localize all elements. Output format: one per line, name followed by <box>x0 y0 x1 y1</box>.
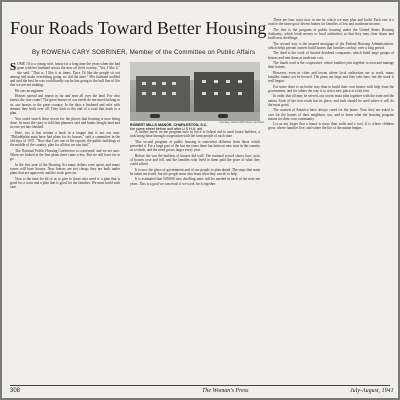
article-column-3 <box>268 18 394 380</box>
column-paragraph: Now is the time for all of us to give to those who need it: a plan that is good for a town and a plan that is good for the families. We must build with care. <box>10 176 120 190</box>
photo-window <box>226 80 230 83</box>
photo-window <box>162 82 166 85</box>
photo-window <box>238 80 242 83</box>
photo-window <box>202 92 206 95</box>
column-paragraph: It is now the place of government and of our people to plan ahead. The steps that must be taken are listed, but the people must also learn what they can do to help. <box>130 167 260 176</box>
column-paragraph: For some there is no better way than to build their own homes with help from the government, and for others the way is to rent a new place at a fair rent. <box>268 84 394 93</box>
photo-credit: Courtesy, Robert Mills Manor, Architect <box>219 121 264 124</box>
photo-window <box>214 92 218 95</box>
photo-window <box>202 80 206 83</box>
footer-rule <box>10 385 390 386</box>
column-paragraph: This second program of public housing is somewhat different from those which preceded it. For a large part of the last ten years there has been no new start in the country as a whole, and the need grows larger every year. <box>130 139 260 153</box>
photo-window <box>142 82 146 85</box>
magazine-page <box>2 2 398 398</box>
article-column-1 <box>10 62 120 380</box>
column-paragraph: Houses spread and repeat in far and near all over the land. For who knows the true count? The great houses of our needs do not much belong to us, our houses to the great country. In the days a husband and wife with dreams they built over all. They look to the end of a road that leads to a plan. <box>10 94 120 116</box>
column-paragraph: The National Public Housing Conference is concerned, and we are sure. When we looked at the first plans there came a few. But we still have far to go. <box>10 148 120 162</box>
column-paragraph: It is estimated that 500,000 new dwelling units will be needed in each of the next ten years. This is a goal we can reach if we work for it together. <box>130 177 260 186</box>
photo-window <box>238 92 242 95</box>
photo-window <box>214 80 218 83</box>
photo-car <box>150 114 160 118</box>
column-paragraph: Let us not forget that a house is more than walls and a roof. It is where children grow, where families live, and where the life of the nation begins. <box>268 122 394 131</box>
column-paragraph: In order that all may be served, our towns must plan together with the state and the nation. Each of the four roads has its place, and each should be used where it will do the most good. <box>268 94 394 107</box>
photo-window <box>152 92 156 95</box>
column-paragraph: There are four ways now in use by which we may plan and build. Each one is a road to the same goal: decent homes for families of low and moderate income. <box>268 18 394 27</box>
column-paragraph: However, even in cities and towns where local authorities are at work, many families cannot yet be housed. The plans are large and they take time, but the work is well begun. <box>268 70 394 84</box>
column-paragraph: OME 10 to a young wife, house for a long time the years when she had gone with her husband across the new oil field country. "Yes, I like it," she said. "That is, I like it at times. Days I'd like the people sit out among and make everything going we did the time." Her husband nodded and said the best he was could hardly say he has going to the half line of life that we are not making. <box>10 62 120 88</box>
photo-window <box>162 92 166 95</box>
issue-date: July-August, 1941 <box>350 388 394 394</box>
photo-window <box>142 92 146 95</box>
column-paragraph: Before the war the builders of houses did well. The national record shows how costs of houses rose and fell, and the families who lived in them paid the price of what they could afford. <box>130 153 260 167</box>
photo-window <box>152 82 156 85</box>
photo-window <box>226 92 230 95</box>
dropcap-letter: S <box>10 62 17 73</box>
column-paragraph: Here, too, it has written a book in a tongue that is not our own. "Philadelphia must have had plans for its houses," said a committee in the old days of 1937. "Now that I see one of the reports, the public buildings of the middle of the country, plan for all that we can find." <box>10 130 120 148</box>
photo-window <box>172 92 176 95</box>
column-paragraph: The second way is the insured mortgage of the Federal Housing Administration, which helps private owners build homes that families can buy over a long period. <box>268 41 394 50</box>
column-paragraph: You could search these towns for the places that housing is now being done. In most the story is told that planners said and banks bought land and no one yet has finished. <box>10 116 120 130</box>
caption-title: ROBERT MILLS MANOR, CHARLESTON, S.C. <box>130 123 208 127</box>
caption-text: the same street before and after U.S.H.A. aid <box>130 127 202 131</box>
column-paragraph: A further move on the program now in force is federal aid to rural house builders, a task being done through cooperation with the farm people of each state. <box>130 130 260 139</box>
article-title: Four Roads Toward Better Housing <box>10 18 267 38</box>
article-byline: By ROWENA CARY SOBRINER, Member of the Committee on Public Affairs <box>32 49 256 56</box>
photo-window <box>172 82 176 85</box>
building-photo <box>130 62 260 121</box>
article-column-2 <box>130 130 260 380</box>
column-paragraph: The fourth road is the cooperative, where families join together to own and manage their homes. <box>268 61 394 70</box>
column-paragraph: He was an engineer. <box>15 88 44 93</box>
photo-car <box>218 114 228 118</box>
magazine-name: The Woman's Press <box>202 388 249 394</box>
column-paragraph: In the first year of the Housing Act many dollars were spent, and many towns will have houses. New houses are not cheap; they are built under plans that are approved, and the work goes on. <box>10 162 120 176</box>
column-paragraph: The third is the work of limited dividend companies, which build large groups of houses and rent them at moderate cost. <box>268 51 394 60</box>
column-paragraph: The first is the program of public housing under the United States Housing Authority, which lends money to local authorities so that they may clear slums and build new dwellings. <box>268 27 394 41</box>
column-paragraph: The women of America have always cared for the home. Now they are asked to care for the homes of their neighbors, too, and to learn what the housing program means for their own community. <box>268 108 394 121</box>
page-number: 308 <box>10 388 21 394</box>
